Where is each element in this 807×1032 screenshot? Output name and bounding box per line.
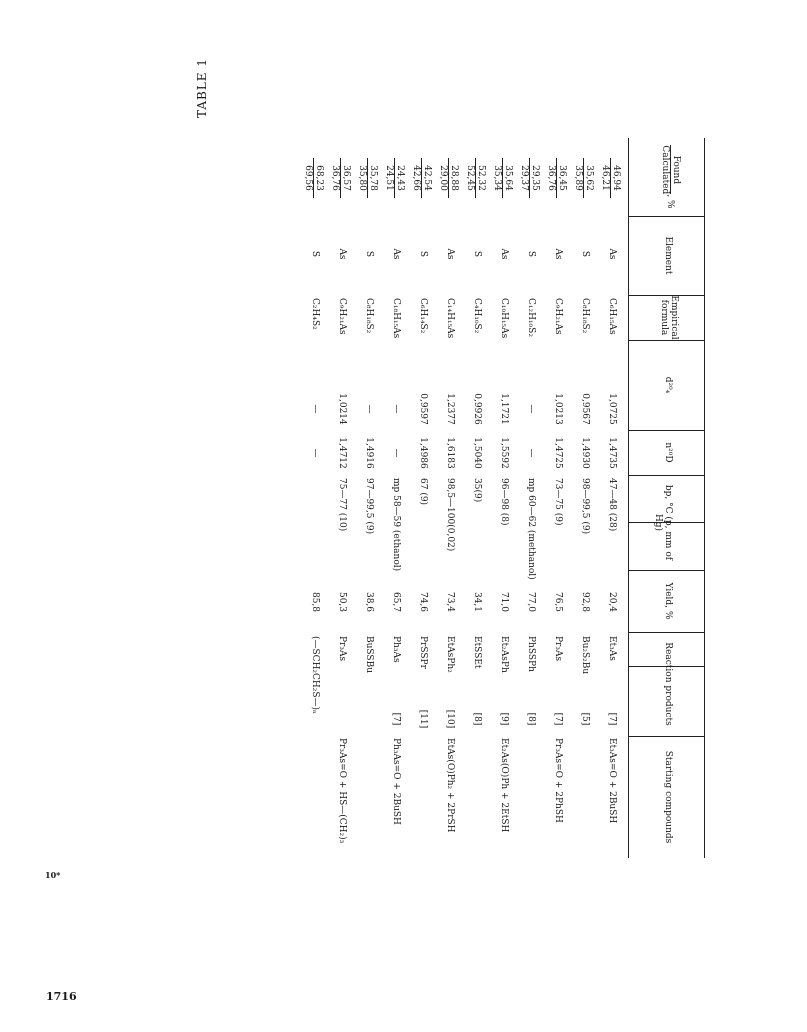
cell-nd: — bbox=[526, 448, 536, 458]
cell-nd: — bbox=[310, 448, 320, 458]
footer-mark: 10* bbox=[45, 870, 61, 880]
cell-found-calculated bbox=[330, 158, 351, 198]
cell-yield: 85,8 bbox=[310, 591, 320, 613]
cell-nd: 1,4986 bbox=[418, 437, 428, 469]
cell-d: 1,0214 bbox=[337, 393, 347, 425]
cell-calculated: 29,00 bbox=[438, 158, 449, 198]
cell-nd: 1,4735 bbox=[607, 437, 617, 469]
header-density: d²⁰₄ bbox=[663, 376, 673, 394]
cell-starting: EtAs(O)Ph₂ + 2PrSH bbox=[445, 738, 455, 833]
cell-nd: — bbox=[391, 448, 401, 458]
cell-formula: C₁₄H₁₅As bbox=[445, 298, 455, 339]
cell-yield: 74,6 bbox=[418, 591, 428, 613]
cell-found-calculated bbox=[573, 158, 594, 198]
cell-product: PrSSPr bbox=[418, 636, 428, 669]
cell-formula: C₁₀H₁₅As bbox=[499, 298, 509, 339]
cell-yield: 38,6 bbox=[364, 591, 374, 613]
cell-bp: 98—99,5 (9) bbox=[580, 478, 590, 535]
table-rule-header bbox=[628, 138, 629, 858]
cell-ref: [7] bbox=[391, 712, 401, 726]
cell-ref: [9] bbox=[499, 712, 509, 726]
cell-nd: 1,5592 bbox=[499, 437, 509, 469]
cell-found: 36,45 bbox=[557, 165, 567, 191]
header-yield: Yield, % bbox=[663, 582, 673, 620]
cell-product: Et₃As bbox=[607, 636, 617, 661]
cell-product: Pr₃As bbox=[553, 636, 563, 662]
cell-d: — bbox=[364, 404, 374, 414]
cell-calculated: 46,21 bbox=[600, 158, 611, 198]
cell-bp: 67 (9) bbox=[418, 478, 428, 506]
cell-ref: [7] bbox=[553, 712, 563, 726]
cell-bp: 47—48 (28) bbox=[607, 478, 617, 532]
header-found: Found bbox=[671, 155, 681, 185]
header-bp: bp, °C (p, mm of Hg) bbox=[653, 484, 673, 561]
cell-yield: 34,1 bbox=[472, 591, 482, 613]
cell-starting: Pr₃As=O + HS—(CH₂)₃ bbox=[337, 738, 347, 844]
cell-element: As bbox=[499, 248, 509, 260]
cell-calculated: 35,89 bbox=[573, 158, 584, 198]
cell-element: S bbox=[580, 250, 590, 258]
header-starting: Starting compounds bbox=[663, 750, 673, 844]
cell-product: (—SCH₂CH₂S—)ₙ bbox=[310, 636, 320, 714]
cell-found-calculated bbox=[492, 158, 513, 198]
cell-bp: 96—98 (8) bbox=[499, 478, 509, 526]
cell-element: S bbox=[364, 250, 374, 258]
rotated-table-page bbox=[195, 57, 705, 858]
cell-found: 35,62 bbox=[584, 165, 594, 191]
header-element: Element bbox=[663, 236, 673, 275]
cell-product: PhSSPh bbox=[526, 636, 536, 672]
cell-formula: C₁₂H₁₀S₂ bbox=[526, 298, 536, 337]
cell-formula: C₂H₄S₂ bbox=[310, 298, 320, 330]
cell-nd: 1,4725 bbox=[553, 437, 563, 469]
cell-ref: [8] bbox=[472, 712, 482, 726]
cell-found-calculated bbox=[600, 158, 621, 198]
cell-calculated: 36,76 bbox=[546, 158, 557, 198]
cell-starting: Pr₃As=O + 2PhSH bbox=[553, 738, 563, 823]
cell-formula: C₉H₂₁As bbox=[337, 298, 347, 335]
cell-yield: 76,5 bbox=[553, 591, 563, 613]
cell-ref: [8] bbox=[526, 712, 536, 726]
cell-found-calculated bbox=[303, 158, 324, 198]
cell-found-calculated bbox=[465, 158, 486, 198]
cell-calculated: 35,34 bbox=[492, 158, 503, 198]
cell-bp: 97—99,5 (9) bbox=[364, 478, 374, 535]
cell-element: As bbox=[607, 248, 617, 260]
cell-yield: 71,0 bbox=[499, 591, 509, 613]
cell-d: 1,2377 bbox=[445, 393, 455, 425]
header-products: Reaction products bbox=[663, 642, 673, 726]
cell-found: 24,43 bbox=[395, 165, 405, 191]
cell-yield: 65,7 bbox=[391, 591, 401, 613]
cell-calculated: 42,66 bbox=[411, 158, 422, 198]
cell-calculated: 35,80 bbox=[357, 158, 368, 198]
cell-ref: [10] bbox=[445, 709, 455, 729]
cell-product: Pr₃As bbox=[337, 636, 347, 662]
cell-ref: [5] bbox=[580, 712, 590, 726]
cell-d: 1,1721 bbox=[499, 393, 509, 425]
cell-nd: 1,5040 bbox=[472, 437, 482, 469]
cell-found-calculated bbox=[546, 158, 567, 198]
cell-element: S bbox=[526, 250, 536, 258]
cell-found-calculated bbox=[519, 158, 540, 198]
cell-yield: 20,4 bbox=[607, 591, 617, 613]
cell-ref: [11] bbox=[418, 709, 428, 729]
cell-calculated: 52,45 bbox=[465, 158, 476, 198]
cell-formula: C₄H₁₀S₂ bbox=[472, 298, 482, 334]
header-percent: , % bbox=[665, 194, 675, 209]
cell-product: EtAsPh₂ bbox=[445, 636, 455, 673]
cell-found: 46,94 bbox=[611, 165, 621, 191]
cell-formula: C₈H₁₈S₂ bbox=[364, 298, 374, 334]
cell-calculated: 29,37 bbox=[519, 158, 530, 198]
cell-yield: 77,0 bbox=[526, 591, 536, 613]
cell-found: 68,23 bbox=[314, 165, 324, 191]
cell-bp: 75—77 (10) bbox=[337, 478, 347, 532]
header-formula: Empirical formula bbox=[659, 295, 679, 340]
cell-d: — bbox=[310, 404, 320, 414]
cell-found: 52,32 bbox=[476, 165, 486, 191]
cell-yield: 92,8 bbox=[580, 591, 590, 613]
cell-bp: 73—75 (9) bbox=[553, 478, 563, 526]
cell-element: S bbox=[310, 250, 320, 258]
cell-d: 0,9926 bbox=[472, 393, 482, 425]
cell-formula: C₁₈H₁₅As bbox=[391, 298, 401, 339]
cell-found: 42,54 bbox=[422, 165, 432, 191]
cell-yield: 50,3 bbox=[337, 591, 347, 613]
page-number: 1716 bbox=[46, 990, 77, 1003]
cell-d: 0,9597 bbox=[418, 393, 428, 425]
cell-element: As bbox=[391, 248, 401, 260]
cell-product: EtSSEt bbox=[472, 636, 482, 669]
cell-d: 1,0725 bbox=[607, 393, 617, 425]
cell-bp: mp 58—59 (ethanol) bbox=[391, 478, 401, 572]
cell-product: Ph₃As bbox=[391, 636, 401, 663]
cell-nd: 1,6183 bbox=[445, 437, 455, 469]
cell-calculated: 36,76 bbox=[330, 158, 341, 198]
cell-bp: 35(9) bbox=[472, 478, 482, 503]
cell-formula: C₉H₂₁As bbox=[553, 298, 563, 335]
cell-found: 29,35 bbox=[530, 165, 540, 191]
cell-element: S bbox=[472, 250, 482, 258]
cell-starting: Et₃As=O + 2BuSH bbox=[607, 738, 617, 824]
cell-nd: 1,4916 bbox=[364, 437, 374, 469]
cell-found-calculated bbox=[357, 158, 378, 198]
table-caption: TABLE 1 bbox=[195, 57, 209, 118]
cell-starting: Et₂As(O)Ph + 2EtSH bbox=[499, 738, 509, 833]
cell-d: — bbox=[526, 404, 536, 414]
cell-element: As bbox=[445, 248, 455, 260]
cell-bp: mp 60—62 (methanol) bbox=[526, 478, 536, 580]
cell-found-calculated bbox=[384, 158, 405, 198]
cell-element: S bbox=[418, 250, 428, 258]
cell-yield: 73,4 bbox=[445, 591, 455, 613]
cell-d: 0,9567 bbox=[580, 393, 590, 425]
cell-product: Bu₂S₂Bu bbox=[580, 636, 590, 675]
cell-element: As bbox=[337, 248, 347, 260]
cell-found: 35,78 bbox=[368, 165, 378, 191]
cell-nd: 1,4930 bbox=[580, 437, 590, 469]
cell-found-calculated bbox=[411, 158, 432, 198]
header-calculated: Calculated bbox=[660, 145, 670, 195]
cell-found: 36,57 bbox=[341, 165, 351, 191]
cell-calculated: 69,56 bbox=[303, 158, 314, 198]
table-rule-top bbox=[704, 138, 705, 858]
cell-bp: 98,5—100(0,02) bbox=[445, 478, 455, 552]
cell-found: 28,88 bbox=[449, 165, 459, 191]
cell-element: As bbox=[553, 248, 563, 260]
cell-ref: [7] bbox=[607, 712, 617, 726]
cell-product: Et₂AsPh bbox=[499, 636, 509, 673]
cell-formula: C₆H₁₄S₂ bbox=[418, 298, 428, 334]
header-found-calculated bbox=[660, 138, 681, 216]
cell-nd: 1,4712 bbox=[337, 437, 347, 469]
cell-formula: C₈H₁₈S₂ bbox=[580, 298, 590, 334]
cell-calculated: 24,51 bbox=[384, 158, 395, 198]
cell-found-calculated bbox=[438, 158, 459, 198]
header-refractive-index: n²⁰D bbox=[663, 442, 673, 463]
cell-starting: Ph₃As=O + 2BuSH bbox=[391, 738, 401, 825]
cell-found: 35,64 bbox=[503, 165, 513, 191]
cell-d: — bbox=[391, 404, 401, 414]
cell-product: BuSSBu bbox=[364, 636, 374, 673]
cell-formula: C₆H₁₅As bbox=[607, 298, 617, 335]
cell-d: 1,0213 bbox=[553, 393, 563, 425]
